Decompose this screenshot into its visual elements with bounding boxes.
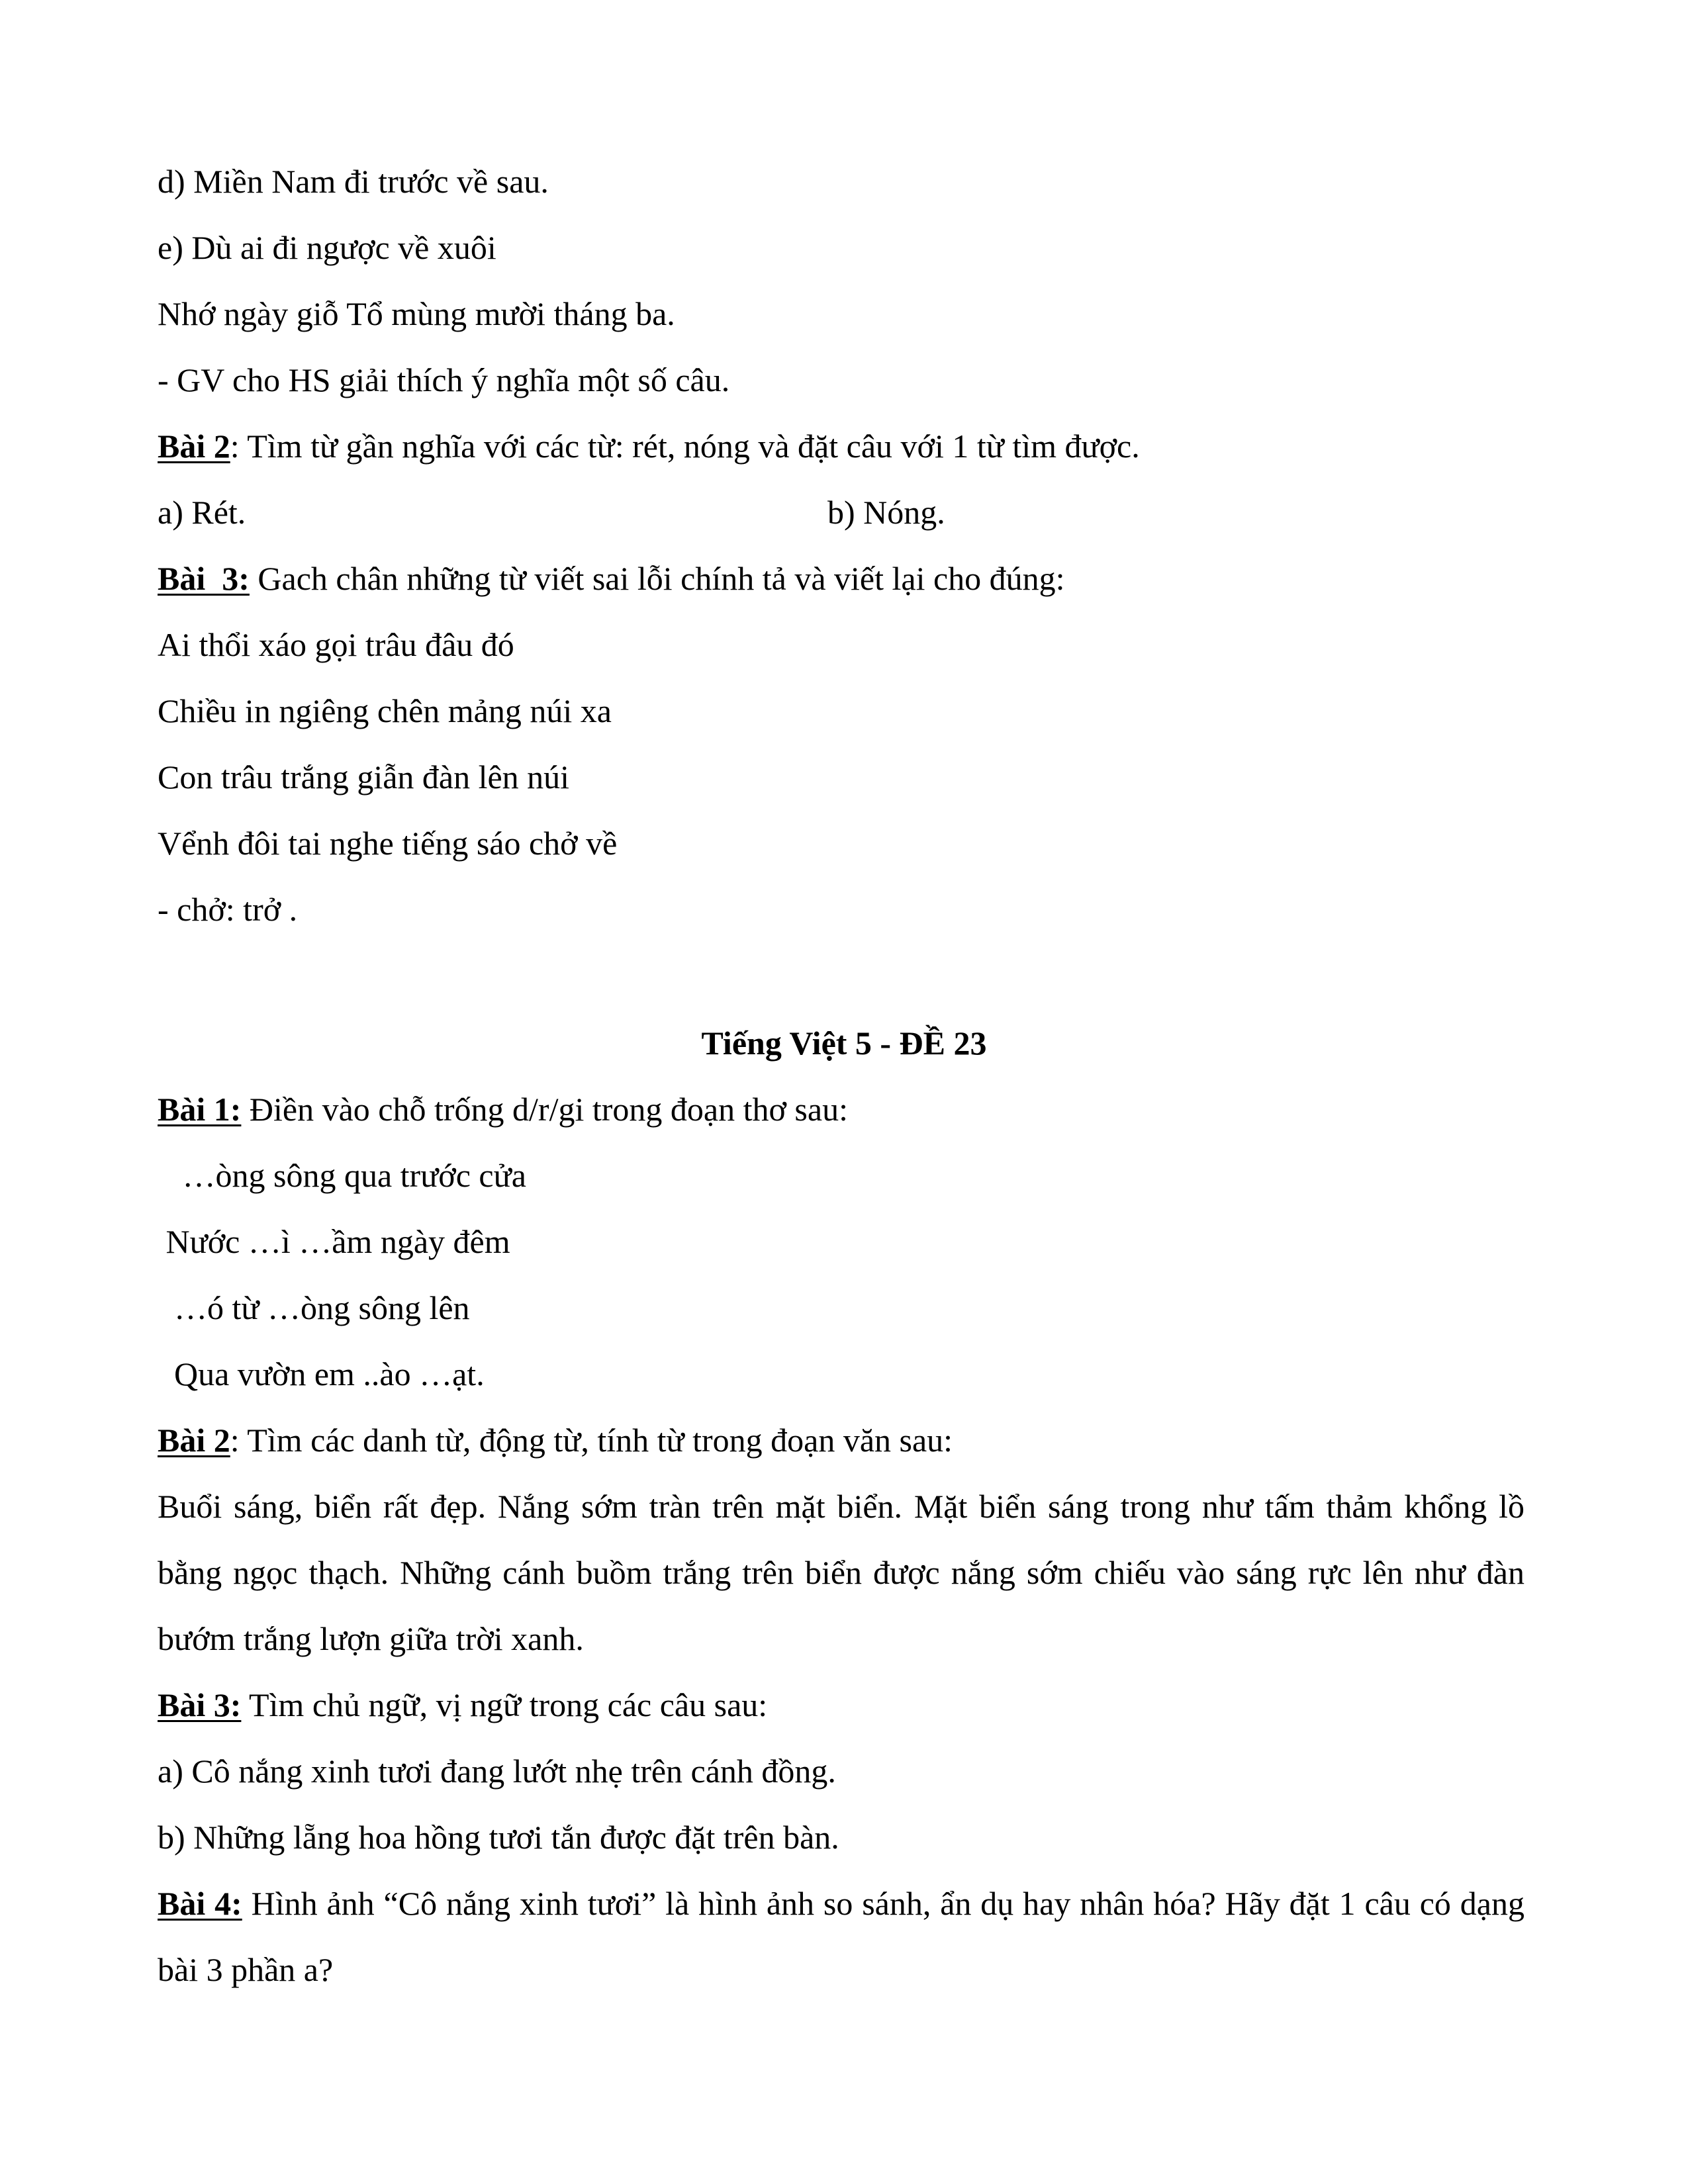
exercise-2b-instruction: : Tìm các danh từ, động từ, tính từ trong đoạn văn sau: bbox=[230, 1422, 953, 1459]
exercise-3b-label: Bài 3: bbox=[158, 1686, 242, 1723]
exercise-4-paragraph bbox=[158, 1870, 1524, 2003]
section-title: Tiếng Việt 5 - ĐỀ 23 bbox=[701, 1024, 987, 1062]
exercise-2-label: Bài 2 bbox=[158, 428, 230, 465]
exercise-2-instruction: : Tìm từ gần nghĩa với các từ: rét, nóng và đặt câu với 1 từ tìm được. bbox=[230, 428, 1140, 465]
exercise-1-label: Bài 1: bbox=[158, 1091, 242, 1128]
exercise-3b-instruction: Tìm chủ ngữ, vị ngữ trong các câu sau: bbox=[241, 1686, 768, 1723]
exercise-1-instruction: Điền vào chỗ trống d/r/gi trong đoạn thơ sau: bbox=[241, 1091, 848, 1128]
fill-poem-line: …ó từ …òng sông lên bbox=[158, 1289, 470, 1326]
fill-poem-line: …òng sông qua trước cửa bbox=[158, 1157, 526, 1194]
poem-line: Vểnh đôi tai nghe tiếng sáo chở về bbox=[158, 825, 618, 862]
exercise-3b-item-a: a) Cô nắng xinh tươi đang lướt nhẹ trên cánh đồng. bbox=[158, 1752, 836, 1790]
exercise-3b-heading bbox=[158, 1685, 767, 1725]
exercise-3-heading bbox=[158, 559, 1065, 598]
exercise-1-heading bbox=[158, 1089, 848, 1129]
line-d: d) Miền Nam đi trước về sau. bbox=[158, 163, 549, 200]
exercise-3-label: Bài 3: bbox=[158, 560, 250, 597]
exercise-2-item-b: b) Nóng. bbox=[827, 494, 945, 531]
exercise-3-instruction: Gach chân những từ viết sai lỗi chính tả và viết lại cho đúng: bbox=[249, 560, 1065, 597]
passage-paragraph: Buổi sáng, biển rất đẹp. Nắng sớm tràn trên mặt biển. Mặt biển sáng trong như tấm thảm khổng lồ bằng ngọc thạch. Những cánh buồm trắng trên biển được nắng sớm chiếu vào sáng rực lên như đàn bướm trắng lượn giữa trời xanh. bbox=[158, 1488, 1524, 1657]
poem-line: Chiều in ngiêng chên mảng núi xa bbox=[158, 692, 612, 729]
exercise-4-label: Bài 4: bbox=[158, 1885, 242, 1922]
exercise-4-instruction: Hình ảnh “Cô nắng xinh tươi” là hình ảnh so sánh, ẩn dụ hay nhân hóa? Hãy đặt 1 câu có dạng bài 3 phần a? bbox=[158, 1885, 1524, 1988]
exercise-2b-heading bbox=[158, 1420, 953, 1460]
fill-poem-line: Nước …ì …ầm ngày đêm bbox=[158, 1223, 510, 1260]
fill-poem-line: Qua vườn em ..ào …ạt. bbox=[158, 1355, 485, 1392]
line-e: e) Dù ai đi ngược về xuôi bbox=[158, 229, 496, 266]
correction-note: - chở: trở . bbox=[158, 891, 298, 928]
exercise-2-item-a: a) Rét. bbox=[158, 494, 246, 531]
poem-line: Ai thổi xáo gọi trâu đâu đó bbox=[158, 626, 514, 663]
teacher-note: - GV cho HS giải thích ý nghĩa một số câu. bbox=[158, 361, 730, 398]
exercise-2-heading bbox=[158, 426, 1140, 466]
line-e-continuation: Nhớ ngày giỗ Tổ mùng mười tháng ba. bbox=[158, 295, 675, 332]
exercise-2b-label: Bài 2 bbox=[158, 1422, 230, 1459]
exercise-3b-item-b: b) Những lẵng hoa hồng tươi tắn được đặt trên bàn. bbox=[158, 1819, 839, 1856]
poem-line: Con trâu trắng giẫn đàn lên núi bbox=[158, 758, 570, 796]
